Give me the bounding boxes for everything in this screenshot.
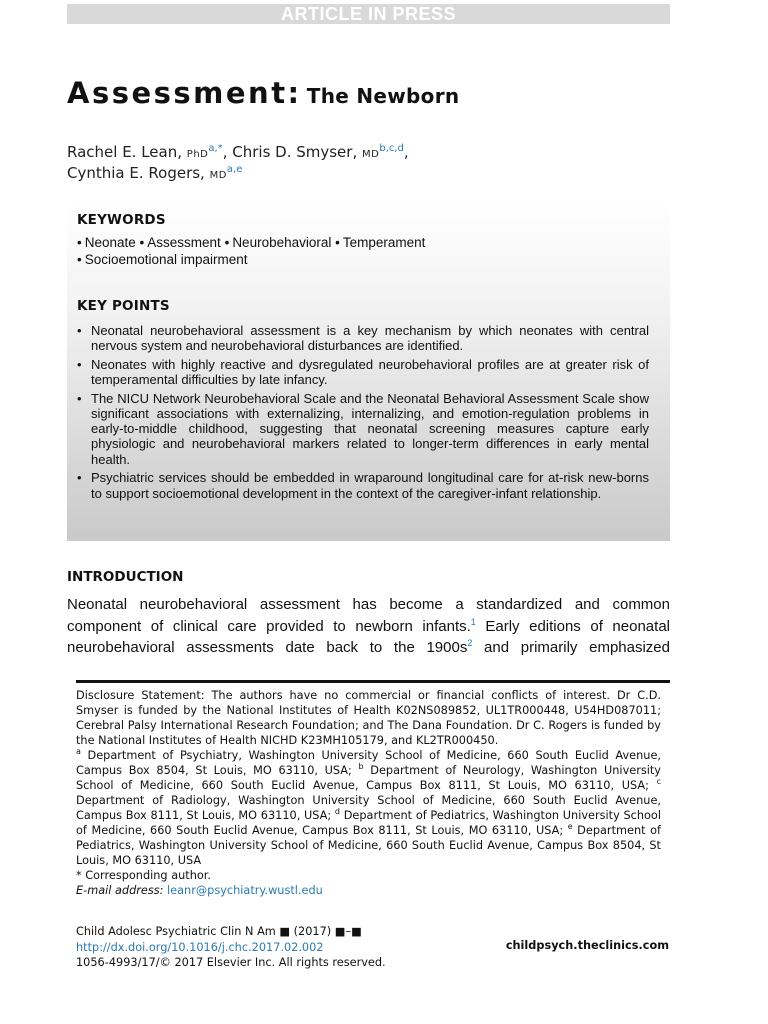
author-line-2 <box>67 164 409 185</box>
intro-text: Neonatal neurobehavioral assessment has become a standardized and common component of clinical care provided to newborn infants. <box>67 596 670 635</box>
intro-text: and primarily emphasized <box>472 639 670 657</box>
author-separator: , <box>222 143 228 161</box>
keyword: Neonate <box>84 235 136 250</box>
keywords-line: • Neonate • Assessment • Neurobehavioral • Temperament <box>77 235 426 250</box>
doi-link[interactable]: http://dx.doi.org/10.1016/j.chc.2017.02.002 <box>76 940 324 954</box>
email-line <box>76 883 661 898</box>
author-degree: MD <box>362 149 380 160</box>
affiliation: Department of Neurology, Washington University School of Medicine, 660 South Euclid Avenue, Campus Box 8111, St Louis, MO 63110, USA; <box>76 764 661 792</box>
journal-site: childpsych.theclinics.com <box>505 939 669 952</box>
keywords-line: • Socioemotional impairment <box>77 251 248 267</box>
author-affiliation-mark[interactable]: a,* <box>208 143 223 154</box>
article-in-press-banner: ARTICLE IN PRESS <box>67 4 670 24</box>
author-separator: , <box>403 143 409 161</box>
keywords-list <box>77 235 657 268</box>
footnotes <box>76 688 661 898</box>
keywords-heading: KEYWORDS <box>77 212 166 228</box>
footnote-divider <box>76 680 670 683</box>
author-affiliation-mark[interactable]: a,e <box>226 164 243 175</box>
keywords-keypoints-box <box>67 202 670 541</box>
author-degree: PhD <box>186 149 209 160</box>
article-title <box>67 76 459 110</box>
keyword: Temperament <box>342 235 426 250</box>
affiliation-mark: b <box>358 762 364 772</box>
introduction-paragraph <box>67 596 670 657</box>
affiliation-mark: c <box>656 777 661 787</box>
corresponding-author: * Corresponding author. <box>76 869 211 882</box>
key-point-item: • Neonatal neurobehavioral assessment is a key mechanism by which neonates with central nervous system and neurobehavioral disturbances are identified. <box>77 323 649 353</box>
key-points-heading: KEY POINTS <box>77 298 170 314</box>
keyword: Neurobehavioral <box>232 235 332 250</box>
key-point-item: • Neonates with highly reactive and dysregulated neurobehavioral profiles are at greater risk of temperamental difficulties by late infancy. <box>77 357 649 387</box>
affiliation: Department of Pediatrics, Washington University School of Medicine, 660 South Euclid Avenue, Campus Box 8111, St Louis, MO 63110, USA; <box>76 809 661 837</box>
copyright: 1056-4993/17/© 2017 Elsevier Inc. All rights reserved. <box>76 956 386 969</box>
key-point-item: • Psychiatric services should be embedded in wraparound longitudinal care for at-risk new-borns to support socioemotional development in the context of the caregiver-infant relationship. <box>77 470 649 500</box>
author-affiliation-mark[interactable]: b,c,d <box>379 143 404 154</box>
affiliation: Department of Psychiatry, Washington University School of Medicine, 660 South Euclid Avenue, Campus Box 8504, St Louis, MO 63110, USA; <box>76 749 661 777</box>
affiliation: Department of Pediatrics, Washington University School of Medicine, 660 South Euclid Avenue, Campus Box 8504, St Louis, MO 63110, USA <box>76 824 661 867</box>
author-line-1 <box>67 143 409 164</box>
keyword: Assessment <box>147 235 221 250</box>
affiliation: Department of Radiology, Washington University School of Medicine, 660 South Euclid Avenue, Campus Box 8111, St Louis, MO 63110, USA; <box>76 794 661 822</box>
citation-block <box>76 924 386 971</box>
key-points-list <box>77 323 649 504</box>
affiliation-mark: d <box>334 807 340 817</box>
author-name: Cynthia E. Rogers, <box>67 164 205 182</box>
author-degree: MD <box>209 170 227 181</box>
email-label: E-mail address: <box>76 884 164 897</box>
journal-citation: Child Adolesc Psychiatric Clin N Am ■ (2017) ■–■ <box>76 925 362 938</box>
affiliation-mark: e <box>567 822 573 832</box>
affiliations <box>76 748 661 868</box>
intro-text: Early editions of neonatal neurobehavioral assessments date back to the 1900s <box>67 617 670 657</box>
author-name: Rachel E. Lean, <box>67 143 183 161</box>
author-name: Chris D. Smyser, <box>232 143 358 161</box>
email-link[interactable]: leanr@psychiatry.wustl.edu <box>167 884 323 897</box>
disclosure-statement: Disclosure Statement: The authors have no commercial or financial conflicts of interest. Dr C.D. Smyser is funded by the National Institutes of Health K02NS089852, UL1TR000448, U54HD087011; Cerebral Palsy International Research Foundation; and The Dana Foundation. Dr C. Rogers is funded by the National Institutes of Health NICHD K23MH105179, and KL2TR000450. <box>76 689 661 747</box>
title-sub: The Newborn <box>306 84 460 108</box>
introduction-heading: INTRODUCTION <box>67 569 184 585</box>
reference-link[interactable]: 2 <box>467 638 473 649</box>
key-point-item: • The NICU Network Neurobehavioral Scale and the Neonatal Behavioral Assessment Scale show significant associations with externalizing, internalizing, and emotion-regulation problems in early-to-middle childhood, suggesting that neonatal screening measures capture early physiologic and neurobehavioral markers related to longer-term differences in early mental health. <box>77 391 649 467</box>
affiliation-mark: a <box>76 747 81 757</box>
keyword: Socioemotional impairment <box>84 251 248 267</box>
reference-link[interactable]: 1 <box>470 616 476 627</box>
author-list <box>67 143 409 185</box>
title-main: Assessment: <box>67 76 302 110</box>
